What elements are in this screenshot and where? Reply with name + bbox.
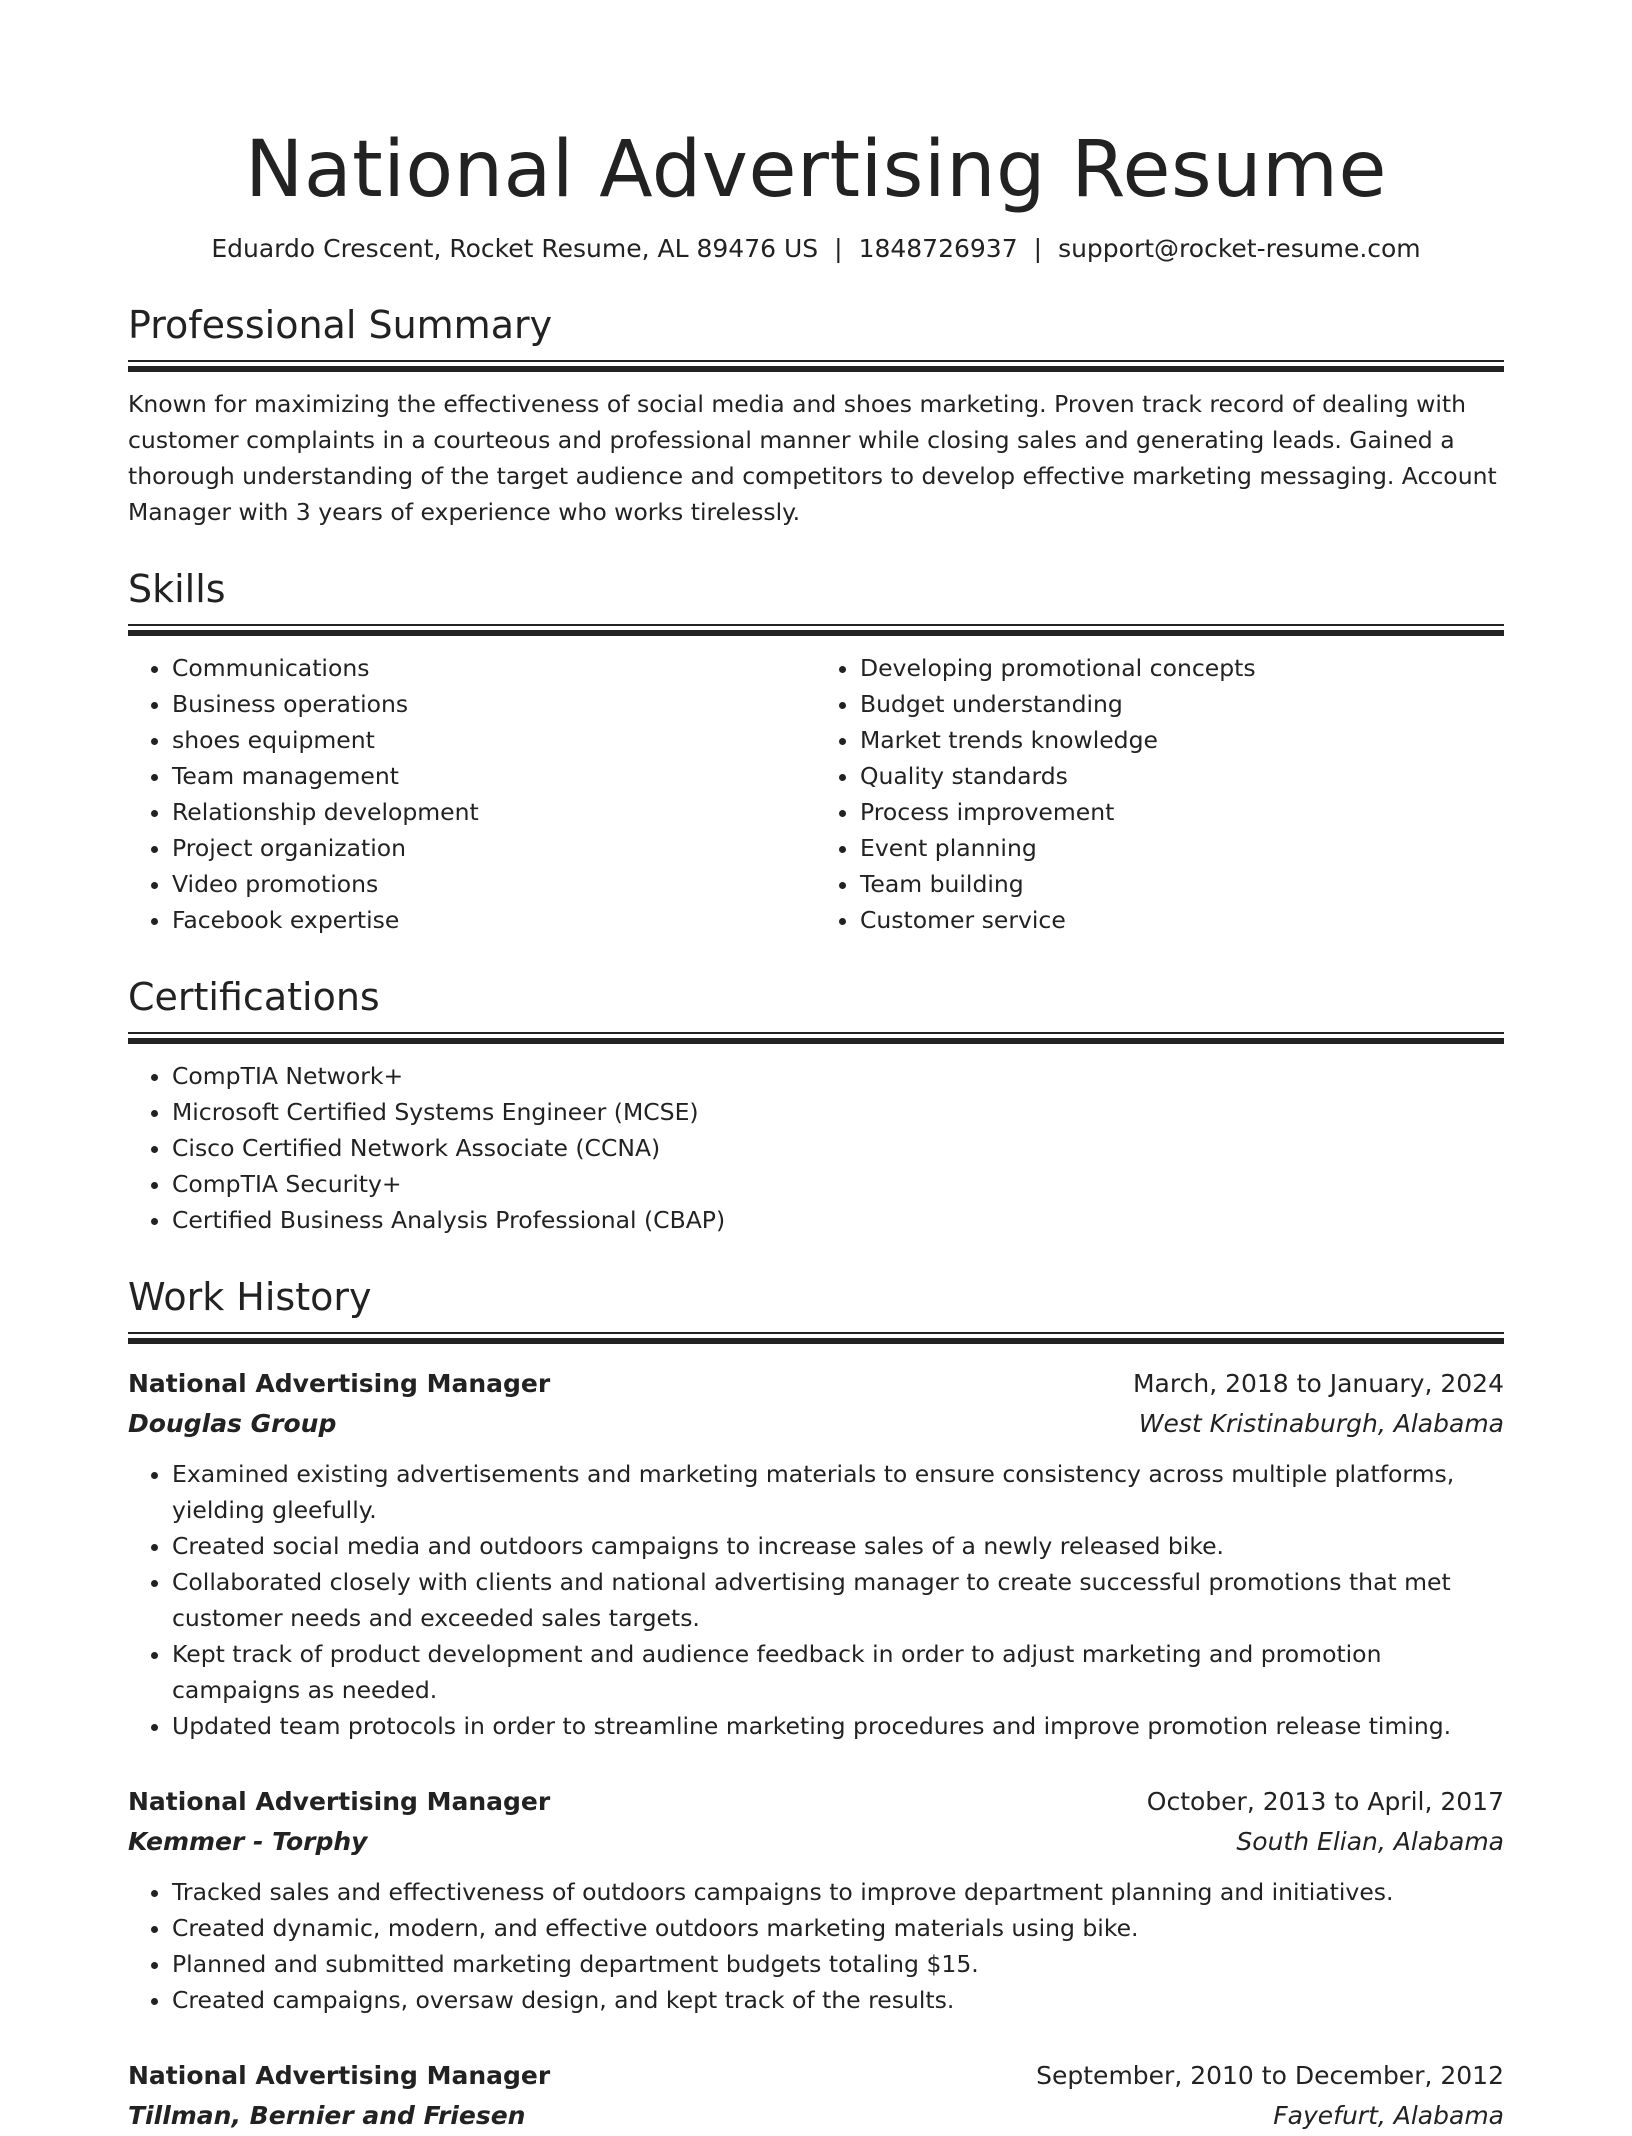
job-bullets xyxy=(128,1874,1504,2018)
skills-columns xyxy=(128,650,1504,938)
job-company: Tillman, Bernier and Friesen xyxy=(128,2101,526,2130)
job-location: West Kristinaburgh, Alabama xyxy=(1138,1409,1504,1438)
job-header-row xyxy=(128,1782,1504,1822)
job-dates: September, 2010 to December, 2012 xyxy=(1036,2061,1504,2090)
job-bullet: • Created dynamic, modern, and effective outdoors marketing materials using bike. xyxy=(172,1910,1504,1946)
certification-item: • CompTIA Network+ xyxy=(172,1058,1504,1094)
certification-item: • Microsoft Certified Systems Engineer (MCSE) xyxy=(172,1094,1504,1130)
job-location: South Elian, Alabama xyxy=(1236,1827,1504,1856)
job-company-row xyxy=(128,1404,1504,1444)
skill-item: • Video promotions xyxy=(172,866,816,902)
job-company: Kemmer - Torphy xyxy=(128,1827,368,1856)
job-company: Douglas Group xyxy=(128,1409,337,1438)
summary-text: Known for maximizing the effectiveness of social media and shoes marketing. Proven track record of dealing with customer complaints in a courteous and professional manner while closing sales and generating leads. Gained a thorough understanding of the target audience and competitors to develop effective marketing messaging. Account Manager with 3 years of experience who works tirelessly. xyxy=(128,390,1497,526)
job-bullet: • Kept track of product development and audience feedback in order to adjust marketing and promotion campaigns as needed. xyxy=(172,1636,1504,1708)
skill-item: • Developing promotional concepts xyxy=(860,650,1504,686)
job-dates: March, 2018 to January, 2024 xyxy=(1132,1369,1504,1398)
skill-item: • Team management xyxy=(172,758,816,794)
skill-item: • Team building xyxy=(860,866,1504,902)
contact-separator: | xyxy=(834,234,843,263)
certifications-list xyxy=(128,1058,1504,1238)
skill-item: • Event planning xyxy=(860,830,1504,866)
job-title: National Advertising Manager xyxy=(128,2061,551,2090)
job-entry xyxy=(128,1364,1504,1744)
contact-separator: | xyxy=(1033,234,1043,263)
skills-list-right xyxy=(816,650,1504,938)
job-bullet: • Created social media and outdoors campaigns to increase sales of a newly released bike. xyxy=(172,1528,1504,1564)
job-entry xyxy=(128,2056,1504,2136)
skill-item: • Budget understanding xyxy=(860,686,1504,722)
job-entry xyxy=(128,1782,1504,2018)
contact-line xyxy=(128,232,1504,266)
job-company-row xyxy=(128,2096,1504,2136)
skill-item: • Facebook expertise xyxy=(172,902,816,938)
skills-heading: Skills xyxy=(128,567,226,611)
work-history-heading: Work History xyxy=(128,1275,372,1319)
job-company-row xyxy=(128,1822,1504,1862)
job-dates: October, 2013 to April, 2017 xyxy=(1146,1787,1504,1816)
section-divider xyxy=(128,624,1504,636)
skill-item: • Process improvement xyxy=(860,794,1504,830)
skill-item: • Business operations xyxy=(172,686,816,722)
skill-item: • shoes equipment xyxy=(172,722,816,758)
skill-item: • Quality standards xyxy=(860,758,1504,794)
certification-item: • Cisco Certified Network Associate (CCNA) xyxy=(172,1130,1504,1166)
certification-item: • Certified Business Analysis Professional (CBAP) xyxy=(172,1202,1504,1238)
resume-title: National Advertising Resume xyxy=(244,125,1388,215)
contact-email: support@rocket-resume.com xyxy=(1058,234,1421,263)
contact-phone: 1848726937 xyxy=(858,234,1018,263)
section-divider xyxy=(128,1032,1504,1044)
job-title: National Advertising Manager xyxy=(128,1369,551,1398)
section-divider xyxy=(128,360,1504,372)
job-bullet: • Updated team protocols in order to streamline marketing procedures and improve promotion release timing. xyxy=(172,1708,1504,1744)
job-bullet: • Tracked sales and effectiveness of outdoors campaigns to improve department planning and initiatives. xyxy=(172,1874,1504,1910)
job-bullet: • Examined existing advertisements and marketing materials to ensure consistency across multiple platforms, yielding gleefully. xyxy=(172,1456,1504,1528)
skill-item: • Customer service xyxy=(860,902,1504,938)
skill-item: • Project organization xyxy=(172,830,816,866)
certification-item: • CompTIA Security+ xyxy=(172,1166,1504,1202)
summary-heading: Professional Summary xyxy=(128,303,553,347)
skill-item: • Market trends knowledge xyxy=(860,722,1504,758)
job-bullet: • Planned and submitted marketing department budgets totaling $15. xyxy=(172,1946,1504,1982)
job-bullet: • Collaborated closely with clients and national advertising manager to create successful promotions that met customer needs and exceeded sales targets. xyxy=(172,1564,1504,1636)
job-header-row xyxy=(128,1364,1504,1404)
certifications-heading: Certifications xyxy=(128,975,380,1019)
contact-address: Eduardo Crescent, Rocket Resume, AL 89476 US xyxy=(211,234,819,263)
job-bullets xyxy=(128,1456,1504,1744)
job-title: National Advertising Manager xyxy=(128,1787,551,1816)
job-location: Fayefurt, Alabama xyxy=(1273,2101,1504,2130)
job-header-row xyxy=(128,2056,1504,2096)
section-divider xyxy=(128,1332,1504,1344)
skill-item: • Communications xyxy=(172,650,816,686)
job-bullet: • Created campaigns, oversaw design, and kept track of the results. xyxy=(172,1982,1504,2018)
skill-item: • Relationship development xyxy=(172,794,816,830)
resume-page xyxy=(128,0,1504,2136)
skills-list-left xyxy=(128,650,816,938)
